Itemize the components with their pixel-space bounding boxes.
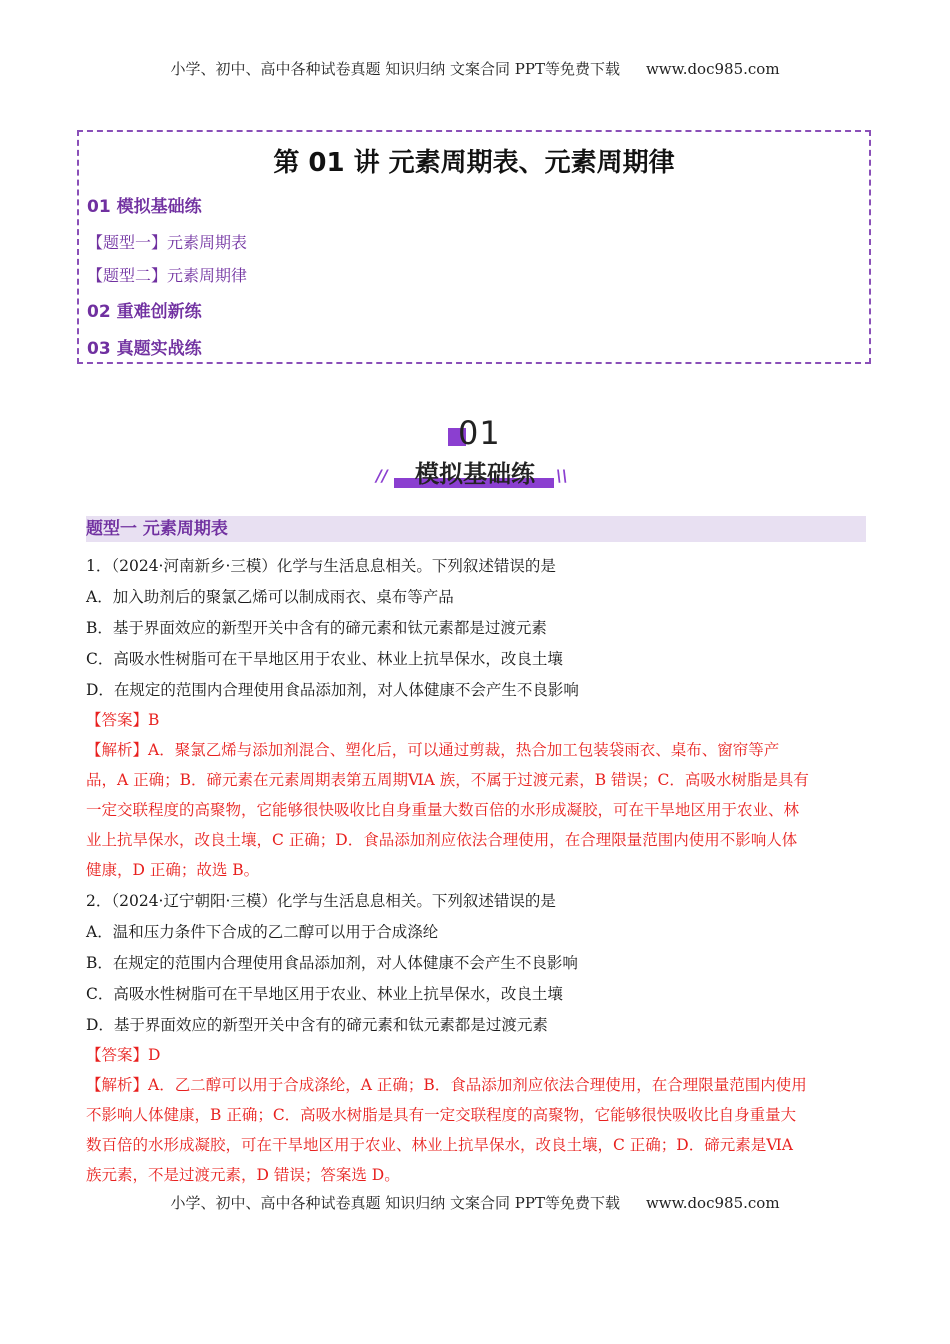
q1-answer: 【答案】B — [86, 711, 160, 729]
q1-analysis-line: 【解析】A．聚氯乙烯与添加剂混合、塑化后，可以通过剪裁，热合加工包装袋雨衣、桌布、窗帘等产 — [86, 741, 780, 759]
toc-item-simulation-basics[interactable]: 01 模拟基础练 — [87, 197, 202, 217]
q2-option-b: B．在规定的范围内合理使用食品添加剂，对人体健康不会产生不良影响 — [86, 954, 578, 972]
q1-analysis-line: 业上抗旱保水，改良土壤，C 正确；D．食品添加剂应依法合理使用，在合理限量范围内使用不影响人体 — [86, 831, 798, 849]
lecture-title: 第 01 讲 元素周期表、元素周期律 — [273, 148, 675, 178]
q1-option-a: A．加入助剂后的聚氯乙烯可以制成雨衣、桌布等产品 — [86, 588, 454, 606]
q2-analysis-line: 族元素，不是过渡元素，D 错误；答案选 D。 — [86, 1166, 400, 1184]
slash-left-decoration: // — [376, 466, 388, 485]
q2-option-d: D．基于界面效应的新型开关中含有的碲元素和钛元素都是过渡元素 — [86, 1016, 548, 1034]
q1-option-b: B．基于界面效应的新型开关中含有的碲元素和钛元素都是过渡元素 — [86, 619, 547, 637]
q1-analysis-line: 一定交联程度的高聚物，它能够很快吸收比自身重量大数百倍的水形成凝胶，可在干旱地区用于农业、林 — [86, 801, 800, 819]
q1-stem: 1．（2024·河南新乡·三模）化学与生活息息相关。下列叙述错误的是 — [86, 557, 556, 575]
section-label: 模拟基础练 — [415, 460, 535, 488]
footer-url[interactable]: www.doc985.com — [645, 1194, 780, 1212]
q2-option-a: A．温和压力条件下合成的乙二醇可以用于合成涤纶 — [86, 923, 439, 941]
page-footer — [0, 1192, 950, 1213]
section-number: 01 — [458, 414, 501, 452]
q1-analysis-line: 品，A 正确；B．碲元素在元素周期表第五周期ⅥA 族，不属于过渡元素，B 错误；C．高吸水树脂是具有 — [86, 771, 809, 789]
toc-item-type-one[interactable]: 【题型一】元素周期表 — [87, 233, 248, 252]
question-type-heading: 题型一 元素周期表 — [86, 516, 866, 542]
page-header — [0, 58, 950, 79]
q2-stem: 2．（2024·辽宁朝阳·三模）化学与生活息息相关。下列叙述错误的是 — [86, 892, 556, 910]
header-url[interactable]: www.doc985.com — [645, 60, 780, 78]
table-of-contents — [77, 130, 871, 364]
footer-text: 小学、初中、高中各种试卷真题 知识归纳 文案合同 PPT等免费下载 — [170, 1194, 620, 1212]
section-badge — [370, 410, 580, 500]
toc-item-real-exam[interactable]: 03 真题实战练 — [87, 339, 202, 359]
q1-analysis-line: 健康，D 正确；故选 B。 — [86, 861, 260, 879]
q2-answer: 【答案】D — [86, 1046, 161, 1064]
q2-option-c: C．高吸水性树脂可在干旱地区用于农业、林业上抗旱保水，改良土壤 — [86, 985, 563, 1003]
q2-analysis-line: 【解析】A．乙二醇可以用于合成涤纶，A 正确；B．食品添加剂应依法合理使用，在合理限量范围内使用 — [86, 1076, 807, 1094]
q1-option-d: D．在规定的范围内合理使用食品添加剂，对人体健康不会产生不良影响 — [86, 681, 579, 699]
toc-item-hard-innovation[interactable]: 02 重难创新练 — [87, 302, 202, 322]
q2-analysis-line: 数百倍的水形成凝胶，可在干旱地区用于农业、林业上抗旱保水，改良土壤，C 正确；D．碲元素是ⅥA — [86, 1136, 794, 1154]
slash-right-decoration: \\ — [556, 466, 568, 485]
q1-option-c: C．高吸水性树脂可在干旱地区用于农业、林业上抗旱保水，改良土壤 — [86, 650, 563, 668]
header-text: 小学、初中、高中各种试卷真题 知识归纳 文案合同 PPT等免费下载 — [170, 60, 620, 78]
q2-analysis-line: 不影响人体健康，B 正确；C．高吸水树脂是具有一定交联程度的高聚物，它能够很快吸收比自身重量大 — [86, 1106, 797, 1124]
toc-item-type-two[interactable]: 【题型二】元素周期律 — [87, 266, 248, 285]
